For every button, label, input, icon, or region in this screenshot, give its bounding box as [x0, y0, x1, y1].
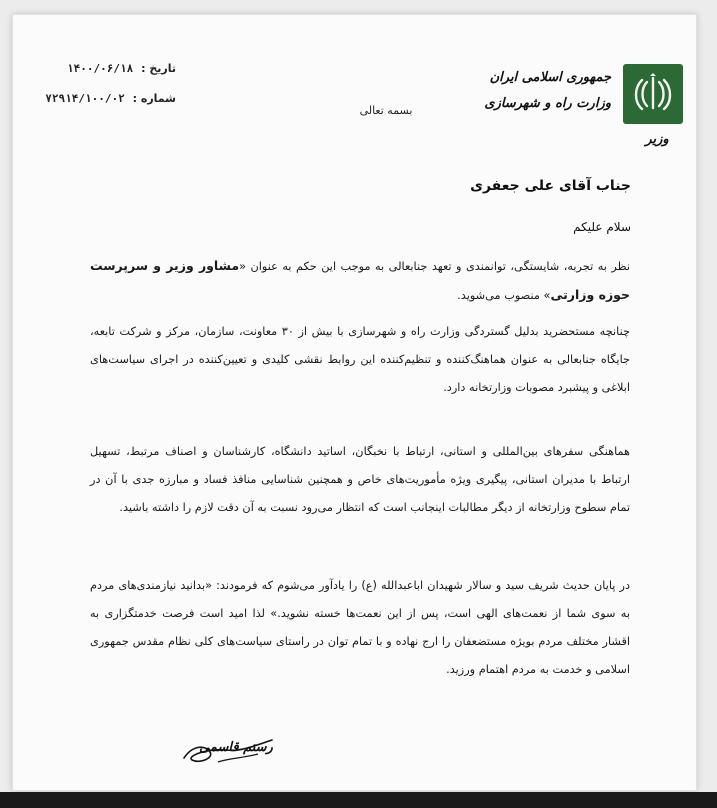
bottom-bar — [0, 792, 717, 808]
appointment-text-end: » منصوب می‌شوید. — [457, 289, 551, 302]
emblem-caption: وزیر — [645, 132, 669, 147]
iran-emblem-icon — [623, 64, 683, 124]
ministry-name: وزارت راه و شهرسازی — [484, 96, 611, 111]
paragraph-duties: هماهنگی سفرهای بین‌المللی و استانی، ارتباط با نخبگان، اساتید دانشگاه، کارشناسان و اصناف مرتبط، تسهیل ارتباط با مدیران استانی، پیگیری ویژه مأموریت‌های خاص و همچنین شناسایی منافذ فساد و مبارزه جدی با آن در تمام سطوح وزارتخانه از دیگر مطالبات اینجانب است که انتظار می‌رود نسبت به آن دقت لازم را داشته باشید. — [90, 445, 630, 514]
letter-number — [36, 92, 176, 105]
letter-date — [36, 62, 176, 75]
number-label: شماره : — [132, 92, 176, 105]
invocation: بسمه تعالی — [359, 104, 413, 117]
number-value: ۷۲۹۱۴/۱۰۰/۰۲ — [45, 92, 125, 105]
signatory-name: رستم قاسمی — [199, 740, 273, 755]
paragraph-appointment — [90, 252, 630, 310]
paragraph-role: چنانچه مستحضرید بدلیل گستردگی وزارت راه و شهرسازی با بیش از ۳۰ معاونت، سازمان، مرکز و شرکت تابعه، جایگاه جنابعالی به عنوان هماهنگ‌کننده و تنظیم‌کننده این روابط نقشی کلیدی و تعیین‌کننده در اجرای سیاست‌های ابلاغی و پیشبرد مصوبات وزارتخانه دارد. — [90, 325, 630, 394]
date-value: ۱۴۰۰/۰۶/۱۸ — [67, 62, 134, 75]
country-name: جمهوری اسلامی ایران — [489, 70, 611, 85]
greeting: سلام علیکم — [573, 220, 631, 234]
paragraph-closing: در پایان حدیث شریف سید و سالار شهیدان اباعبدالله (ع) را یادآور می‌شوم که فرمودند: «بدانید نیازمندی‌های مردم به سوی شما از نعمت‌های الهی است، پس از این نعمت‌ها خسته نشوید.» لذا امید است فرصت خدمتگزاری به اقشار مختلف مردم بویژه مستضعفان را ارج نهاده و با تمام توان در راستای سیاست‌های کلی نظام مقدس جمهوری اسلامی و خدمت به مردم اهتمام ورزید. — [90, 579, 630, 676]
addressee: جناب آقای علی جعفری — [470, 178, 631, 194]
appointment-text-start: نظر به تجربه، شایستگی، توانمندی و تعهد جنابعالی به موجب این حکم به عنوان « — [239, 260, 630, 273]
date-label: تاریخ : — [141, 62, 176, 75]
appointment-title: مشاور وزیر و سرپرست حوزه وزارتی — [90, 258, 630, 302]
